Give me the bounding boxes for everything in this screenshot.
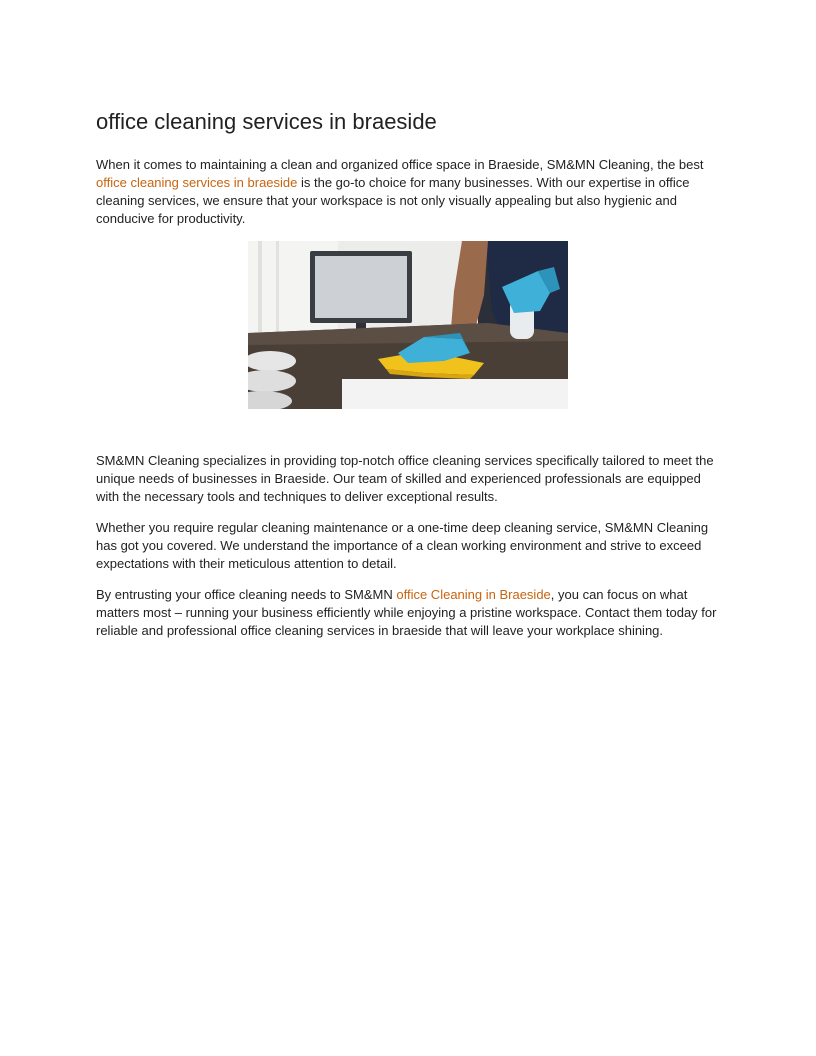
intro-text-before-link: When it comes to maintaining a clean and organized office space in Braeside, SM&MN Cleaning, the best bbox=[96, 157, 704, 172]
office-cleaning-photo bbox=[248, 241, 568, 409]
spacer bbox=[96, 409, 724, 452]
photo-illustration bbox=[248, 241, 568, 409]
document-body bbox=[96, 108, 724, 653]
entrusting-text-before-link: By entrusting your office cleaning needs to SM&MN bbox=[96, 587, 397, 602]
entrusting-paragraph bbox=[96, 586, 724, 640]
page-title: office cleaning services in braeside bbox=[96, 109, 437, 134]
maintenance-paragraph: Whether you require regular cleaning maintenance or a one-time deep cleaning service, SM&MN Cleaning has got you covered. We understand the importance of a clean working environment and strive to exceed expectations with their meticulous attention to detail. bbox=[96, 520, 709, 571]
intro-text-after-link: is the go-to choice for many businesses. With our expertise in office cleaning services, we ensure that your workspace is not only visually appealing but also hygienic and conducive for productivity. bbox=[96, 175, 690, 226]
office-cleaning-services-link[interactable]: office cleaning services in braeside bbox=[96, 175, 298, 190]
specializes-paragraph: SM&MN Cleaning specializes in providing top-notch office cleaning services specifically tailored to meet the unique needs of businesses in Braeside. Our team of skilled and experienced professionals are equipped with the necessary tools and techniques to deliver exceptional results. bbox=[96, 453, 714, 504]
entrusting-text-after-link: , you can focus on what matters most – running your business efficiently while enjoying a pristine workspace. Contact them today for reliable and professional office cleaning services in braeside that will leave your workplace shining. bbox=[96, 587, 717, 638]
intro-paragraph bbox=[96, 156, 724, 228]
office-cleaning-braeside-link[interactable]: office Cleaning in Braeside bbox=[396, 587, 551, 602]
